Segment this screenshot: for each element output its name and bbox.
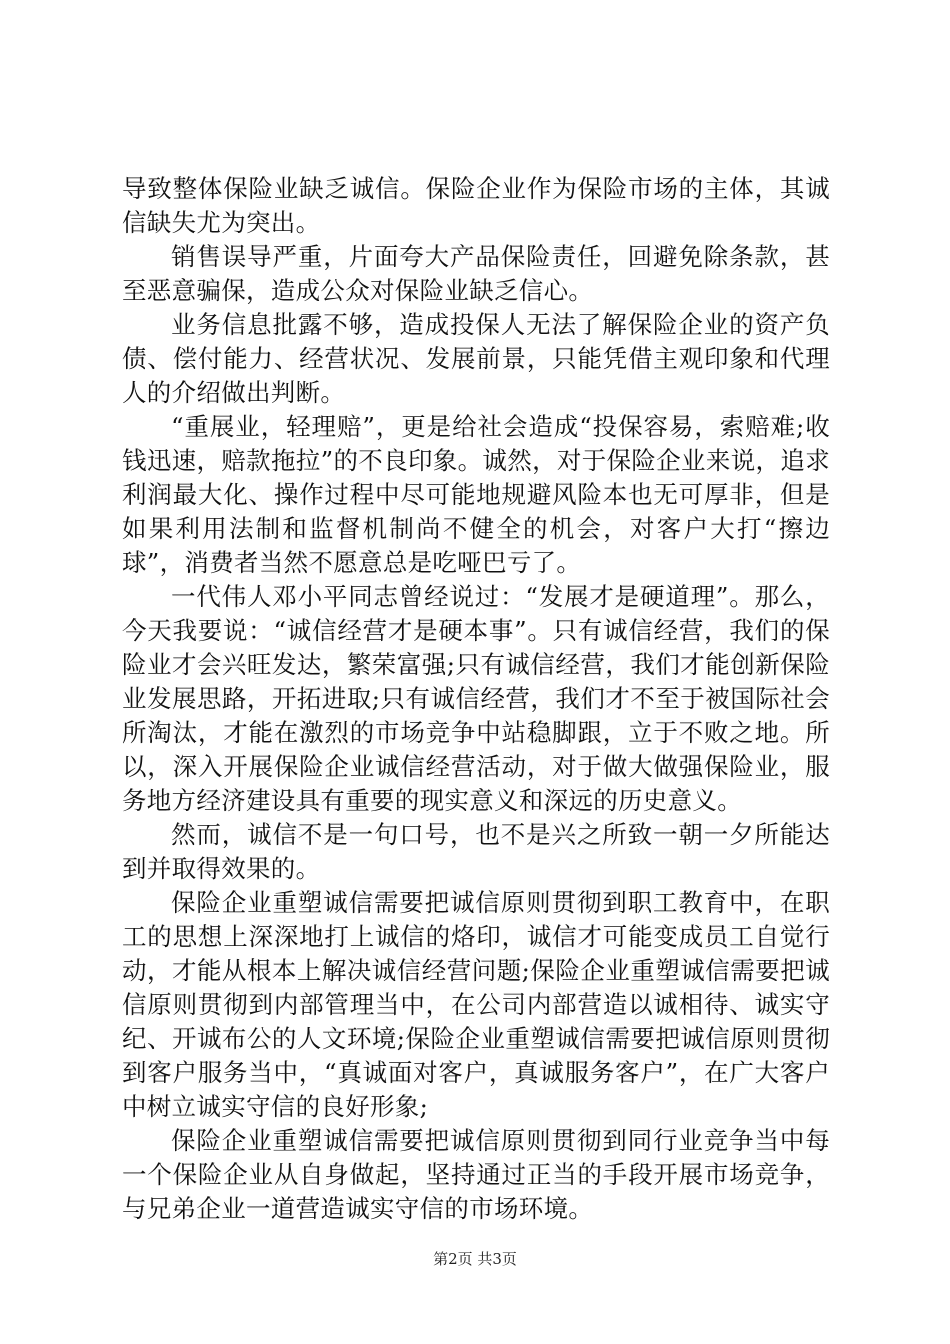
paragraph-disclosure: 业务信息批露不够，造成投保人无法了解保险企业的资产负债、偿付能力、经营状况、发展前景，只能凭借主观印象和代理人的介绍做出判断。 <box>122 310 830 407</box>
paragraph-claims: “重展业，轻理赔”，更是给社会造成“投保容易，索赔难;收钱迅速，赔款拖拉”的不良印象。诚然，对于保险企业来说，追求利润最大化、操作过程中尽可能地规避风险本也无可厚非，但是如果利用法制和监督机制尚不健全的机会，对客户大打“擦边球”，消费者当然不愿意总是吃哑巴亏了。 <box>122 412 830 577</box>
paragraph-continuation: 导致整体保险业缺乏诚信。保险企业作为保险市场的主体，其诚信缺失尤为突出。 <box>122 174 830 237</box>
page-footer <box>0 1249 950 1269</box>
paragraph-deng-quote: 一代伟人邓小平同志曾经说过：“发展才是硬道理”。那么，今天我要说：“诚信经营才是硬本事”。只有诚信经营，我们的保险业才会兴旺发达，繁荣富强;只有诚信经营，我们才能创新保险业发展思路，开拓进取;只有诚信经营，我们才不至于被国际社会所淘汰，才能在激烈的市场竞争中站稳脚跟，立于不败之地。所以，深入开展保险企业诚信经营活动，对于做大做强保险业，服务地方经济建设具有重要的现实意义和深远的历史意义。 <box>122 582 830 815</box>
paragraph-competition: 保险企业重塑诚信需要把诚信原则贯彻到同行业竞争当中每一个保险企业从自身做起，坚持通过正当的手段开展市场竞争，与兄弟企业一道营造诚实守信的市场环境。 <box>122 1126 830 1223</box>
paragraph-rebuild-integrity: 保险企业重塑诚信需要把诚信原则贯彻到职工教育中，在职工的思想上深深地打上诚信的烙印，诚信才可能变成员工自觉行动，才能从根本上解决诚信经营问题;保险企业重塑诚信需要把诚信原则贯彻到内部管理当中，在公司内部营造以诚相待、诚实守纪、开诚布公的人文环境;保险企业重塑诚信需要把诚信原则贯彻到客户服务当中，“真诚面对客户，真诚服务客户”，在广大客户中树立诚实守信的良好形象; <box>122 888 830 1121</box>
paragraph-however: 然而，诚信不是一句口号，也不是兴之所致一朝一夕所能达到并取得效果的。 <box>122 820 830 883</box>
page-number: 第2页 共3页 <box>433 1250 517 1268</box>
document-body <box>122 172 830 1226</box>
paragraph-sales-misleading: 销售误导严重，片面夸大产品保险责任，回避免除条款，甚至恶意骗保，造成公众对保险业缺乏信心。 <box>122 242 830 305</box>
